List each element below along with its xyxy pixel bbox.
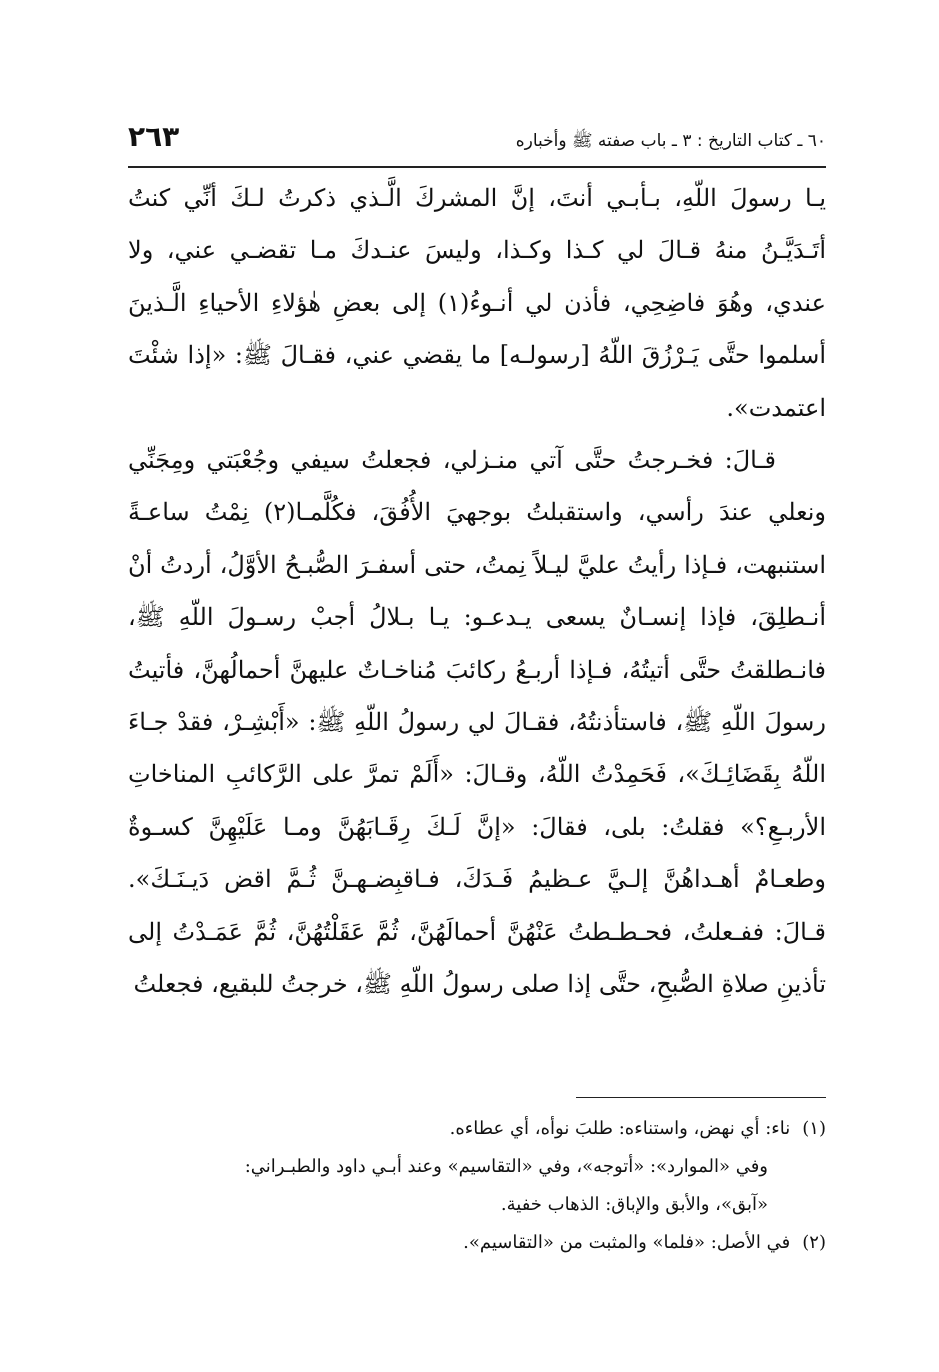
footnote-2 xyxy=(128,1224,826,1262)
page-number: ٢٦٣ xyxy=(128,120,180,153)
footnote-divider xyxy=(576,1097,826,1098)
paragraph: قـالَ: فخـرجتُ حتَّى آتي منـزلي، فجعلتُ سيفي وجُعْبَتي ومِجَنِّي ونعلي عندَ رأسي، واستقبلتُ بوجهيَ الأُفُقَ، فكُلَّمـا(٢) نِمْتُ ساعـةً استنبهت، فـإذا رأيتُ عليَّ ليـلاً نِمتُ، حتى أسفـرَ الصُّبـحُ الأوَّلُ، أردتُ أنْ أنـطلِقَ، فإذا إنسـانٌ يسعى يـدعـو: يـا بـلالُ أجبْ رسـولَ اللّهِ ﷺ، فانـطلقتُ حتَّى أتيتُهُ، فـإذا أربـعُ ركائبَ مُناخـاتٌ عليهنَّ أحمالُهنَّ، فأتيتُ رسولَ اللّهِ ﷺ، فاستأذنتُهُ، فقـالَ لي رسولُ اللّهِ ﷺ: «أَبْشِـرْ، فقدْ جـاءَ اللّهُ بِقَضَائِـكَ»، فَحَمِدْتُ اللّهُ، وقـالَ: «أَلَمْ تمرَّ على الرَّكائبِ المناخاتِ الأربـعِ؟» فقلتُ: بلى، فقالَ: «إنَّ لَـكَ رِقَـابَهُنَّ ومـا عَلَيْهِنَّ كسـوةٌ وطعـامٌ أهـداهُنَّ إلـيَّ عـظيمُ فَـدَكَ، فـاقبِضـهـنَّ ثُـمَّ اقض دَيـنَـكَ». قـالَ: ففـعلتُ، فحـطـطتُ عَنْهُنَّ أحمالَهُنَّ، ثُمَّ عَقَلْتُهُنَّ، ثُمَّ عَمَـدْتُ إلى تأذينِ صلاةِ الصُّبحِ، حتَّى إذا صلى رسولُ اللّهِ ﷺ، خرجتُ للبقيع، فجعلتُ xyxy=(128,446,827,999)
footnote-1-continuation: وفي «الموارد»: «أتوجه»، وفي «التقاسيم» وعند أبـي داود والطبـراني: xyxy=(244,1156,768,1177)
paragraph: يـا رسولَ اللّهِ، بـأبـي أنتَ، إنَّ المشركَ الَّـذي ذكرتُ لـكَ أنِّي كنتُ أتَـدَيَّـنُ منهُ قـالَ لي كـذا وكـذا، وليسَ عنـدكَ مـا تقضـي عني، ولا عندي، وهُوَ فاضِحِي، فأذن لي أنـوءُ(١) إلى بعضِ هٰؤلاءِ الأحياءِ الَّـذينَ أسلموا حتَّى يَـرْزُقَ اللّهُ [رسولـه] ما يقضي عني، فقـالَ ﷺ: «إذا شئْتَ اعتمدت». xyxy=(128,184,826,422)
main-text xyxy=(128,172,826,1011)
footnote-number: (٢) xyxy=(802,1232,826,1253)
footnote-text: ناء: أي نهض، واستناءه: طلبَ نوأه، أي عطاءه. xyxy=(449,1118,791,1139)
footnote-number: (١) xyxy=(802,1118,826,1139)
footnote-1-continuation: «آبق»، والأبق والإباق: الذهاب خفية. xyxy=(500,1194,768,1215)
running-header xyxy=(128,120,826,160)
chapter-title: ٦٠ ـ كتاب التاريخ : ٣ ـ باب صفته ﷺ وأخباره xyxy=(515,131,826,151)
footnote-text: في الأصل: «فلما» والمثبت من «التقاسيم». xyxy=(463,1232,791,1253)
footnote-1 xyxy=(128,1110,826,1148)
footnotes xyxy=(128,1110,826,1262)
header-divider xyxy=(128,166,826,168)
